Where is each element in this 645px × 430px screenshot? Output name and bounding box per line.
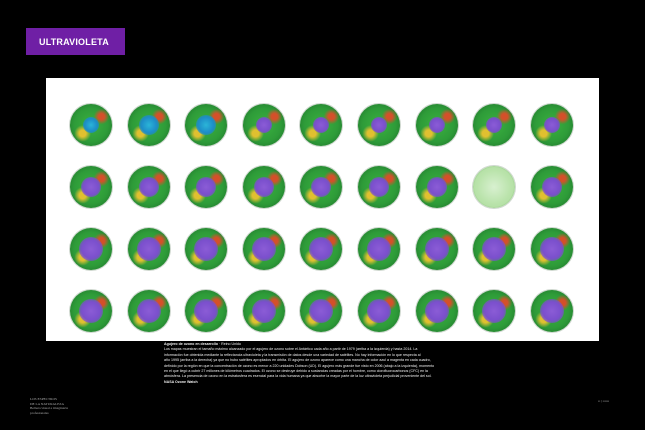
ozone-globe-image <box>185 290 227 332</box>
ozone-hole-region <box>429 117 445 133</box>
caption-line: definido por la región en que la concentración de ozono es menor a 220 unidades Dobson (UD). El agujero más grande fue visto en 2006 (abajo a la izquierda), momento <box>164 363 435 368</box>
ozone-globe-image <box>70 166 112 208</box>
ozone-map-cell <box>414 228 460 290</box>
ozone-globe-image <box>243 104 285 146</box>
ozone-globe-image <box>358 290 400 332</box>
ozone-hole-region <box>79 237 103 261</box>
ozone-map-cell <box>529 290 575 352</box>
footer-line: DE LA NATURALEZA <box>30 401 65 406</box>
ozone-hole-region <box>367 237 391 261</box>
ozone-map-cell <box>356 166 402 228</box>
ozone-globe-image <box>531 228 573 270</box>
ozone-hole-region <box>83 117 99 133</box>
ozone-globe-grid <box>68 104 575 352</box>
ozone-hole-region <box>474 167 514 207</box>
ozone-globe-image <box>128 228 170 270</box>
ozone-map-cell <box>241 166 287 228</box>
ozone-globe-image <box>128 104 170 146</box>
caption-line: atmósfera. La presencia de ozono en la estratosfera es esencial para la vida humana ya que absorbe la mayor parte de la luz ultravioleta perjudicial proveniente del sol. <box>164 374 432 379</box>
ozone-map-cell <box>414 104 460 166</box>
ozone-globe-image <box>358 228 400 270</box>
caption-line: año 1995 (arriba a la derecha) ya que no hubo satélites apropiados en órbita. El agujero de ozono aparece como una mancha de color azul a magenta en cada cuadro, <box>164 358 431 363</box>
ozone-hole-region <box>427 177 447 197</box>
ozone-globe-image <box>300 228 342 270</box>
caption-credit: · Reino Unido <box>217 342 241 346</box>
ozone-globe-image <box>243 166 285 208</box>
ozone-globe-image <box>243 290 285 332</box>
ozone-hole-region <box>371 117 387 133</box>
ozone-hole-region <box>311 177 331 197</box>
ozone-map-cell <box>471 104 517 166</box>
ozone-hole-region <box>540 299 564 323</box>
ozone-globe-image <box>185 228 227 270</box>
ozone-hole-region <box>194 299 218 323</box>
ozone-map-cell <box>241 104 287 166</box>
ozone-hole-region <box>139 115 159 135</box>
caption-line: Los mapas muestran el tamaño máximo alcanzado por el agujero de ozono sobre el Antártico cada año a partir de 1979 (arriba a la izquierda) y hasta 2014. La <box>164 347 418 352</box>
ozone-hole-region <box>139 177 159 197</box>
ozone-hole-region <box>252 237 276 261</box>
ozone-map-cell <box>298 228 344 290</box>
ozone-map-cell <box>471 228 517 290</box>
ozone-hole-region <box>309 299 333 323</box>
ozone-hole-region <box>137 299 161 323</box>
ozone-map-cell <box>356 228 402 290</box>
ozone-globe-image <box>416 166 458 208</box>
footer-line: LOS ESPECTROS <box>30 397 57 401</box>
ozone-globe-image <box>128 166 170 208</box>
ozone-globe-image <box>185 166 227 208</box>
ozone-globe-image <box>416 228 458 270</box>
footer-brand <box>30 397 68 415</box>
ozone-hole-region <box>482 299 506 323</box>
ozone-hole-region <box>196 177 216 197</box>
ozone-globe-image <box>358 104 400 146</box>
ozone-hole-region <box>425 237 449 261</box>
ozone-map-cell <box>126 166 172 228</box>
ozone-hole-region <box>256 117 272 133</box>
ozone-globe-image <box>531 104 573 146</box>
ozone-map-cell <box>126 104 172 166</box>
ozone-globe-image <box>128 290 170 332</box>
ozone-hole-region <box>81 177 101 197</box>
ozone-hole-region <box>254 177 274 197</box>
ozone-hole-region <box>425 299 449 323</box>
ozone-map-cell <box>241 228 287 290</box>
ozone-globe-image <box>473 104 515 146</box>
ozone-map-cell <box>529 166 575 228</box>
ozone-hole-region <box>196 115 216 135</box>
ozone-globe-image <box>531 290 573 332</box>
ozone-map-cell <box>471 166 517 228</box>
ozone-map-cell <box>183 166 229 228</box>
footer-line: Belleza visual e imaginaria <box>30 406 68 411</box>
ozone-maps-panel <box>46 78 599 341</box>
ozone-hole-region <box>482 237 506 261</box>
ozone-globe-image <box>473 166 515 208</box>
caption-title: Agujero de ozono en desarrollo <box>164 342 218 346</box>
ozone-map-cell <box>68 228 114 290</box>
ozone-map-cell <box>183 228 229 290</box>
caption <box>164 342 494 385</box>
ozone-map-cell <box>414 166 460 228</box>
ozone-globe-image <box>473 228 515 270</box>
ozone-map-cell <box>68 166 114 228</box>
ozone-map-cell <box>68 290 114 352</box>
ozone-hole-region <box>313 117 329 133</box>
section-tag: ULTRAVIOLETA <box>26 28 125 55</box>
caption-line: información fue obtenida mediante la reflectancia ultravioleta y la transmisión de datos desde una variedad de satélites. No hay información en lo que respecta al <box>164 352 421 357</box>
ozone-hole-region <box>486 117 502 133</box>
ozone-globe-image <box>531 166 573 208</box>
ozone-map-cell <box>356 104 402 166</box>
ozone-map-cell <box>68 104 114 166</box>
ozone-globe-image <box>185 104 227 146</box>
ozone-globe-image <box>243 228 285 270</box>
ozone-map-cell <box>529 104 575 166</box>
ozone-hole-region <box>194 237 218 261</box>
ozone-globe-image <box>70 104 112 146</box>
ozone-map-cell <box>298 104 344 166</box>
ozone-globe-image <box>473 290 515 332</box>
ozone-hole-region <box>137 237 161 261</box>
ozone-hole-region <box>79 299 103 323</box>
caption-line: en el que llegó a cubrir 27 millones de kilómetros cuadrados. El ozono se destruye debido a sustancias creadas por el hombre, como clorofluorocarbonos (CFC) en la <box>164 369 428 374</box>
ozone-map-cell <box>183 104 229 166</box>
ozone-globe-image <box>358 166 400 208</box>
ozone-hole-region <box>369 177 389 197</box>
ozone-hole-region <box>367 299 391 323</box>
ozone-hole-region <box>309 237 333 261</box>
ozone-globe-image <box>416 290 458 332</box>
ozone-globe-image <box>416 104 458 146</box>
ozone-globe-image <box>300 290 342 332</box>
footer-line: profesionales <box>30 410 49 415</box>
ozone-globe-image <box>70 228 112 270</box>
ozone-hole-region <box>540 237 564 261</box>
footer-logos: ▪▪ | ▪▪▪▪▪▪ <box>598 399 609 403</box>
ozone-globe-image <box>300 166 342 208</box>
caption-source: NASA Ozone Watch <box>164 379 198 384</box>
ozone-map-cell <box>298 166 344 228</box>
ozone-globe-image <box>70 290 112 332</box>
ozone-hole-region <box>544 117 560 133</box>
ozone-globe-image <box>300 104 342 146</box>
ozone-map-cell <box>529 228 575 290</box>
ozone-hole-region <box>542 177 562 197</box>
ozone-hole-region <box>252 299 276 323</box>
ozone-map-cell <box>126 228 172 290</box>
